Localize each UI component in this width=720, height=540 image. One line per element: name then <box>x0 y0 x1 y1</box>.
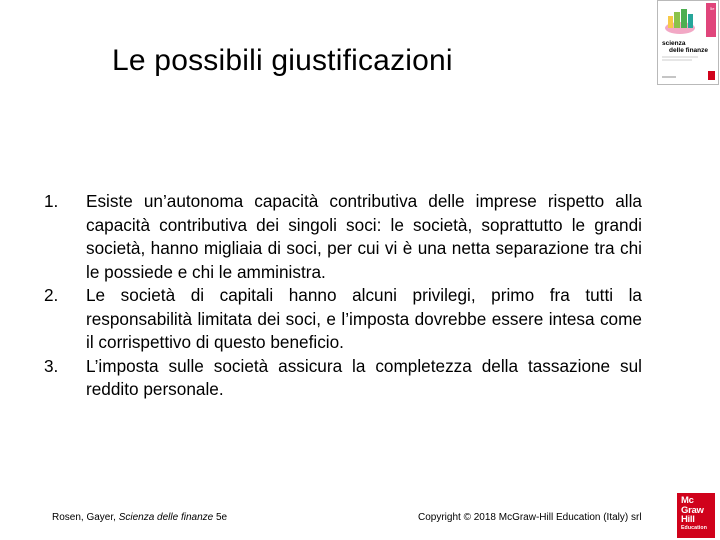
list-item <box>44 355 642 402</box>
book-cover-art <box>658 1 718 84</box>
cover-logo-mark <box>708 71 715 80</box>
cover-bar-3 <box>681 9 687 28</box>
cover-bar-1 <box>668 16 673 28</box>
slide-title: Le possibili giustificazioni <box>112 44 453 77</box>
logo-word-3: Hill <box>681 514 695 525</box>
footer-authors: Rosen, Gayer, <box>52 512 119 523</box>
list-item-text: Esiste un’autonoma capacità contributiva delle imprese rispetto alla capacità contributiva dei singoli soci: le società, soprattutto le grandi società, hanno migliaia di soci, per cui vi è una netta separazione tra chi le possiede e chi le amministra. <box>86 191 642 282</box>
list-item-text: Le società di capitali hanno alcuni privilegi, primo fra tutti la responsabilità limitata dei soci, e l’imposta dovrebbe essere intesa come il corrispettivo di questo beneficio. <box>86 285 642 352</box>
cover-bar-4 <box>688 14 693 28</box>
logo-word-1: Mc <box>681 495 694 506</box>
logo-word-2: Graw <box>681 504 704 516</box>
cover-title-line-2: delle finanze <box>669 47 709 54</box>
book-cover-image <box>657 0 719 85</box>
footer-citation <box>52 512 227 523</box>
cover-edition-mark: 5e <box>710 6 715 11</box>
footer-copyright: Copyright © 2018 McGraw-Hill Education (Italy) srl <box>418 512 642 523</box>
list-item-number: 1. <box>44 191 59 211</box>
list-item-text: L’imposta sulle società assicura la completezza della tassazione sul reddito personale. <box>86 355 642 399</box>
footer-edition: 5e <box>213 512 228 523</box>
cover-bar-2 <box>674 12 680 28</box>
list-item-number: 2. <box>44 285 59 305</box>
list-item <box>44 190 642 284</box>
list-item-number: 3. <box>44 355 59 376</box>
logo-word-4: Education <box>681 524 707 531</box>
justifications-list <box>44 190 642 402</box>
list-item <box>44 284 642 355</box>
cover-title-line-1: scienza <box>662 40 686 47</box>
footer-book-title: Scienza delle finanze <box>118 512 214 523</box>
mcgraw-hill-logo <box>677 493 715 538</box>
